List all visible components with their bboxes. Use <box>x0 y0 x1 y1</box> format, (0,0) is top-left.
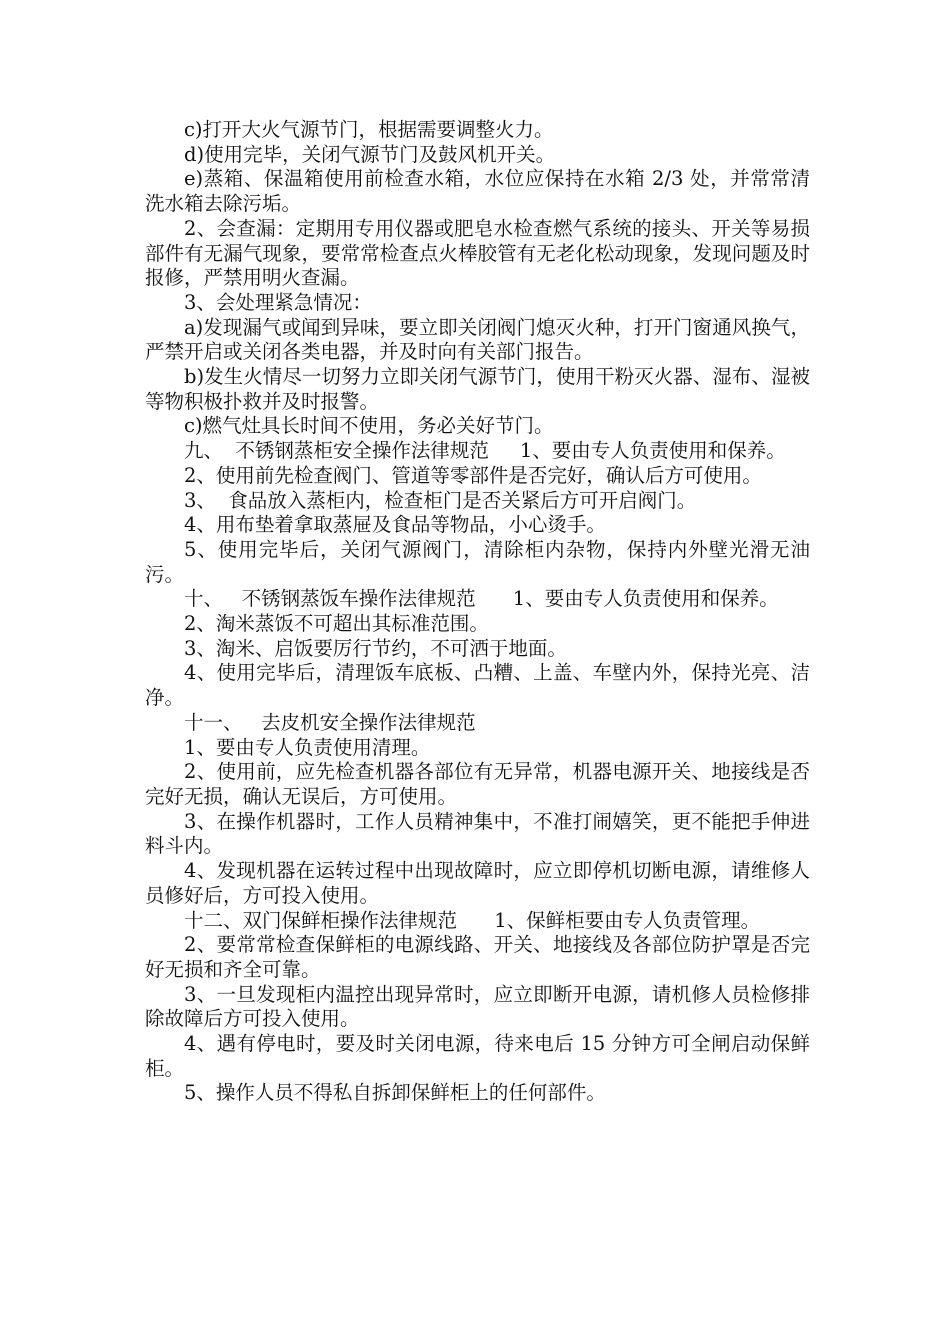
paragraph: 5、使用完毕后，关闭气源阀门，清除柜内杂物，保持内外壁光滑无油污。 <box>145 537 810 586</box>
document-body <box>145 118 810 1106</box>
section-heading: 九、 不锈钢蒸柜安全操作法律规范 1、要由专人负责使用和保养。 <box>184 439 786 463</box>
paragraph: d)使用完毕，关闭气源节门及鼓风机开关。 <box>184 142 556 166</box>
paragraph: 1、要由专人负责使用清理。 <box>184 735 431 759</box>
paragraph: c)燃气灶具长时间不使用，务必关好节门。 <box>184 414 554 438</box>
paragraph: 4、发现机器在运转过程中出现故障时，应立即停机切断电源，请维修人员修好后，方可投入使用。 <box>145 859 810 907</box>
paragraph: 3、在操作机器时，工作人员精神集中，不准打闹嬉笑，更不能把手伸进料斗内。 <box>145 809 810 858</box>
paragraph: b)发生火情尽一切努力立即关闭气源节门，使用干粉灭火器、湿布、湿被等物积极扑救并及时报警。 <box>145 365 810 413</box>
paragraph: 3、 食品放入蒸柜内，检查柜门是否关紧后方可开启阀门。 <box>184 488 697 512</box>
paragraph: 4、使用完毕后，清理饭车底板、凸糟、上盖、车壁内外，保持光亮、洁净。 <box>145 661 810 710</box>
paragraph: e)蒸箱、保温箱使用前检查水箱，水位应保持在水箱 2/3 处，并常常清洗水箱去除污垢。 <box>145 167 810 216</box>
paragraph: 2、淘米蒸饭不可超出其标准范围。 <box>184 612 489 636</box>
paragraph: 2、使用前先检查阀门、管道等零部件是否完好，确认后方可使用。 <box>184 463 762 487</box>
paragraph: 2、要常常检查保鲜柜的电源线路、开关、地接线及各部位防护罩是否完好无损和齐全可靠。 <box>145 933 810 981</box>
paragraph: 2、会查漏：定期用专用仪器或肥皂水检查燃气系统的接头、开关等易损部件有无漏气现象，要常常检查点火棒胶管有无老化松动现象，发现问题及时报修，严禁用明火查漏。 <box>145 216 810 290</box>
section-heading: 十一、 去皮机安全操作法律规范 <box>184 710 476 734</box>
paragraph: c)打开大火气源节门，根据需要调整火力。 <box>184 118 554 141</box>
section-heading: 十二、双门保鲜柜操作法律规范 1、保鲜柜要由专人负责管理。 <box>184 908 761 932</box>
section-heading: 十、 不锈钢蒸饭车操作法律规范 1、要由专人负责使用和保养。 <box>184 587 779 611</box>
paragraph: 5、操作人员不得私自拆卸保鲜柜上的任何部件。 <box>184 1081 606 1105</box>
paragraph: 4、用布垫着拿取蒸屉及食品等物品，小心烫手。 <box>184 513 606 537</box>
paragraph: 3、一旦发现柜内温控出现异常时，应立即断开电源，请机修人员检修排除故障后方可投入使用。 <box>145 982 810 1031</box>
paragraph: 4、遇有停电时，要及时关闭电源，待来电后 15 分钟方可全闸启动保鲜柜。 <box>145 1032 810 1080</box>
paragraph: 2、使用前，应先检查机器各部位有无异常，机器电源开关、地接线是否完好无损，确认无误后，方可使用。 <box>145 760 810 808</box>
paragraph: 3、淘米、启饭要厉行节约，不可洒于地面。 <box>184 636 567 660</box>
paragraph: 3、会处理紧急情况： <box>184 290 372 314</box>
paragraph: a)发现漏气或闻到异味，要立即关闭阀门熄灭火种，打开门窗通风换气，严禁开启或关闭各类电器，并及时向有关部门报告。 <box>145 315 810 364</box>
